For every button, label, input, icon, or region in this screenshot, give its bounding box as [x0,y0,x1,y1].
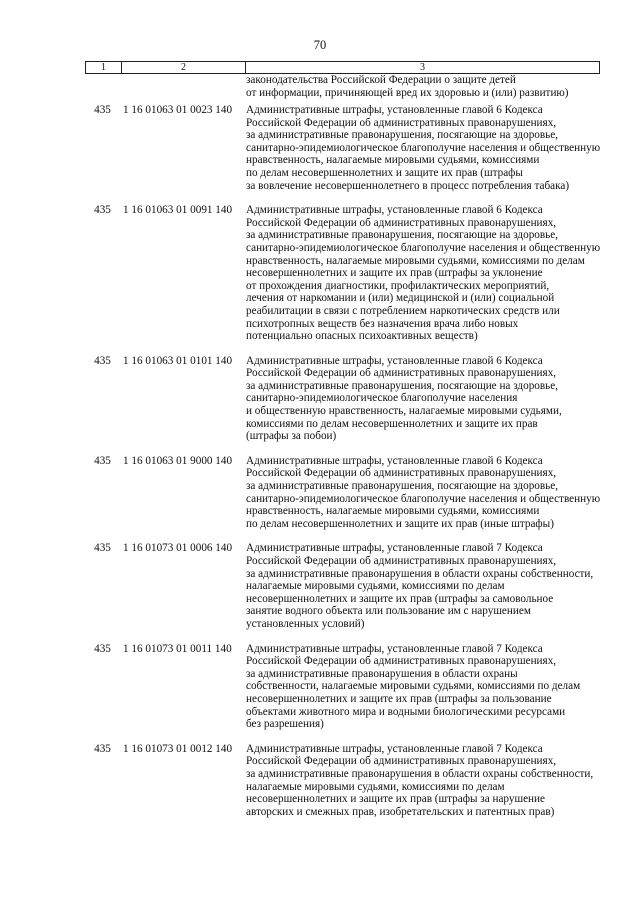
admin-code-cell: 435 [94,454,111,467]
table-header-row [85,61,600,74]
table-body [85,104,605,830]
admin-code-cell: 435 [94,104,111,116]
description-cell: Административные штрафы, установленные главой 6 Кодекса Российской Федерации об административных правонарушениях, за административные правонарушения, посягающие на здоровье, санитарно-эпидемиологическое благополучие населения и общественную нравственность, налагаемые мировыми судьями, комиссиями по делам несовершеннолетних и защите их прав (штрафы за вовлечение несовершеннолетнего в процесс потребления табака) [246,104,601,192]
table-header-col-3: 3 [420,62,425,73]
table-header-col-2: 2 [122,62,246,73]
budget-code-cell: 1 16 01063 01 0101 140 [123,354,233,367]
description-cell: Административные штрафы, установленные главой 7 Кодекса Российской Федерации об административных правонарушениях, за административные правонарушения в области охраны собственности, налагаемые мировыми судьями, комиссиями по делам несовершеннолетних и защите их прав (штрафы за пользование объектами животного мира и водными биологическими ресурсами без разрешения) [246,642,581,731]
table-row [85,204,605,343]
admin-code-cell: 435 [94,742,111,755]
table-row [85,355,605,443]
table-row [85,104,605,192]
admin-code-cell: 435 [94,542,111,555]
description-cell: Административные штрафы, установленные главой 6 Кодекса Российской Федерации об административных правонарушениях, за административные правонарушения, посягающие на здоровье, санитарно-эпидемиологическое благополучие населения и общественную нравственность, налагаемые мировыми судьями, комиссиями по делам несовершеннолетних и защите их прав (штрафы за уклонение от прохождения диагностики, профилактических мероприятий, лечения от наркомании и (или) медицинской и (или) социальной реабилитации в связи с потреблением наркотических средств или психотропных веществ без назначения врача либо новых потенциально опасных психоактивных веществ) [246,204,601,343]
admin-code-cell: 435 [94,354,111,367]
continuation-text: законодательства Российской Федерации о защите детей от информации, причиняющей вред их здоровью и (или) развитию) [246,74,569,99]
table-row [85,542,605,630]
description-cell: Административные штрафы, установленные главой 6 Кодекса Российской Федерации об административных правонарушениях, за административные правонарушения, посягающие на здоровье, санитарно-эпидемиологическое благополучие населения и общественную нравственность, налагаемые мировыми судьями, комиссиями по делам несовершеннолетних и защите их прав (иные штрафы) [246,454,601,530]
budget-code-cell: 1 16 01063 01 0091 140 [123,204,233,217]
table-header-col-1: 1 [86,62,122,73]
table-row [85,743,605,819]
budget-code-cell: 1 16 01063 01 0023 140 [123,104,233,116]
admin-code-cell: 435 [94,642,111,655]
budget-code-cell: 1 16 01063 01 9000 140 [123,454,233,467]
budget-code-cell: 1 16 01073 01 0012 140 [123,742,233,755]
description-cell: Административные штрафы, установленные главой 7 Кодекса Российской Федерации об административных правонарушениях, за административные правонарушения в области охраны собственности, налагаемые мировыми судьями, комиссиями по делам несовершеннолетних и защите их прав (штрафы за самовольное занятие водного объекта или пользование им с нарушением установленных условий) [246,542,594,630]
admin-code-cell: 435 [94,204,111,217]
page-number: 70 [313,38,327,52]
budget-code-cell: 1 16 01073 01 0011 140 [123,642,232,655]
table-row [85,455,605,531]
budget-code-cell: 1 16 01073 01 0006 140 [123,542,233,555]
table-row [85,643,605,731]
description-cell: Административные штрафы, установленные главой 6 Кодекса Российской Федерации об административных правонарушениях, за административные правонарушения, посягающие на здоровье, санитарно-эпидемиологическое благополучие населения и общественную нравственность, налагаемые мировыми судьями, комиссиями по делам несовершеннолетних и защите их прав (штрафы за побои) [246,354,562,443]
description-cell: Административные штрафы, установленные главой 7 Кодекса Российской Федерации об административных правонарушениях, за административные правонарушения в области охраны собственности, налагаемые мировыми судьями, комиссиями по делам несовершеннолетних и защите их прав (штрафы за нарушение авторских и смежных прав, изобретательских и патентных прав) [246,742,594,818]
